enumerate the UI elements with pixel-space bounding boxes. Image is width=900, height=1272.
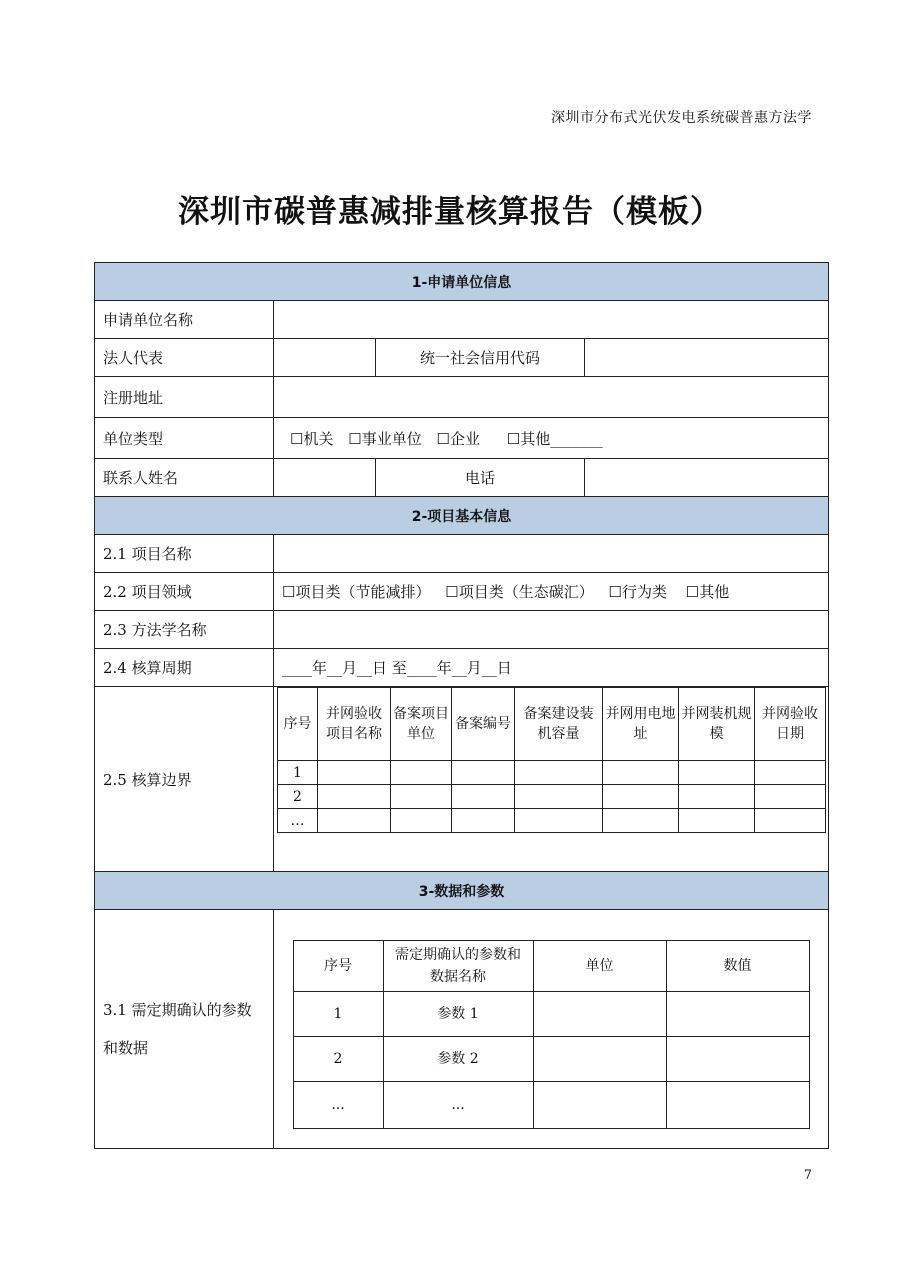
- boundary-header-cell: 序号: [278, 688, 318, 761]
- address-field[interactable]: [274, 377, 829, 418]
- project-field-options: [274, 573, 829, 611]
- boundary-header-cell: 并网用电地址: [603, 688, 679, 761]
- table-cell[interactable]: [515, 809, 603, 833]
- phone-label: 电话: [376, 459, 585, 497]
- table-cell[interactable]: [452, 761, 515, 785]
- param-value[interactable]: [666, 1082, 809, 1129]
- section-3-title: 3-数据和参数: [95, 872, 829, 910]
- boundary-table: [277, 687, 826, 833]
- contact-name-field[interactable]: [274, 459, 376, 497]
- legal-rep-label: 法人代表: [95, 339, 274, 377]
- unit-type-label: 单位类型: [95, 418, 274, 459]
- unit-type-option-other[interactable]: ☐ 其他_______: [507, 428, 603, 449]
- param-unit[interactable]: [533, 992, 666, 1037]
- applicant-name-field[interactable]: [274, 301, 829, 339]
- table-cell[interactable]: [318, 809, 391, 833]
- unit-type-option-agency[interactable]: ☐ 机关: [290, 428, 333, 449]
- params-table-header: [293, 941, 809, 992]
- param-unit[interactable]: [533, 1082, 666, 1129]
- table-cell[interactable]: [452, 785, 515, 809]
- row-number: 2: [278, 785, 318, 809]
- boundary-header-cell: 备案项目单位: [391, 688, 452, 761]
- table-cell[interactable]: [603, 761, 679, 785]
- param-name: ...: [383, 1082, 533, 1129]
- table-cell[interactable]: [452, 809, 515, 833]
- params-header-cell: 需定期确认的参数和数据名称: [383, 941, 533, 992]
- params-cell: [274, 910, 829, 1149]
- table-row: [293, 1082, 809, 1129]
- page-number: 7: [803, 1168, 812, 1183]
- report-form-table: [94, 262, 829, 1149]
- table-cell[interactable]: [755, 785, 826, 809]
- boundary-header-cell: 备案编号: [452, 688, 515, 761]
- table-cell[interactable]: [515, 785, 603, 809]
- period-field[interactable]: ____年__月__日 至____年__月__日: [274, 649, 829, 687]
- param-value[interactable]: [666, 992, 809, 1037]
- table-cell[interactable]: [679, 809, 755, 833]
- param-name: 参数 2: [383, 1037, 533, 1082]
- table-cell[interactable]: [391, 761, 452, 785]
- table-cell[interactable]: [391, 809, 452, 833]
- contact-name-label: 联系人姓名: [95, 459, 274, 497]
- param-unit[interactable]: [533, 1037, 666, 1082]
- unit-type-option-enterprise[interactable]: ☐ 企业: [437, 428, 480, 449]
- table-cell[interactable]: [755, 761, 826, 785]
- boundary-label: 2.5 核算边界: [95, 687, 274, 872]
- section-1-title: 1-申请单位信息: [95, 263, 829, 301]
- params-header-cell: 数值: [666, 941, 809, 992]
- field-option-energy-saving[interactable]: ☐ 项目类（节能减排）: [282, 581, 430, 602]
- param-value[interactable]: [666, 1037, 809, 1082]
- table-row: [293, 992, 809, 1037]
- section-1-header: [95, 263, 829, 301]
- project-name-label: 2.1 项目名称: [95, 535, 274, 573]
- row-number: 2: [293, 1037, 383, 1082]
- section-2-header: [95, 497, 829, 535]
- legal-rep-field[interactable]: [274, 339, 376, 377]
- field-option-other[interactable]: ☐ 其他: [686, 581, 729, 602]
- row-number: 1: [278, 761, 318, 785]
- table-cell[interactable]: [679, 761, 755, 785]
- page-title: 深圳市碳普惠减排量核算报告（模板）: [178, 194, 722, 230]
- field-option-behavior[interactable]: ☐ 行为类: [609, 581, 667, 602]
- methodology-label: 2.3 方法学名称: [95, 611, 274, 649]
- phone-field[interactable]: [585, 459, 829, 497]
- section-3-header: [95, 872, 829, 910]
- table-row: [278, 809, 826, 833]
- boundary-header-cell: 并网验收日期: [755, 688, 826, 761]
- table-row: [278, 785, 826, 809]
- applicant-name-label: 申请单位名称: [95, 301, 274, 339]
- unit-type-options: [274, 418, 829, 459]
- table-cell[interactable]: [391, 785, 452, 809]
- params-header-cell: 单位: [533, 941, 666, 992]
- boundary-header-cell: 并网装机规模: [679, 688, 755, 761]
- param-name: 参数 1: [383, 992, 533, 1037]
- boundary-header-cell: 备案建设装机容量: [515, 688, 603, 761]
- table-cell[interactable]: [515, 761, 603, 785]
- row-number: ...: [293, 1082, 383, 1129]
- project-field-label: 2.2 项目领域: [95, 573, 274, 611]
- table-cell[interactable]: [318, 785, 391, 809]
- running-header: 深圳市分布式光伏发电系统碳普惠方法学: [551, 110, 812, 126]
- row-number: …: [278, 809, 318, 833]
- address-label: 注册地址: [95, 377, 274, 418]
- params-label: 3.1 需定期确认的参数和数据: [95, 910, 274, 1149]
- methodology-field[interactable]: [274, 611, 829, 649]
- field-option-carbon-sink[interactable]: ☐ 项目类（生态碳汇）: [445, 581, 593, 602]
- project-name-field[interactable]: [274, 535, 829, 573]
- boundary-header-cell: 并网验收项目名称: [318, 688, 391, 761]
- table-cell[interactable]: [603, 809, 679, 833]
- table-cell[interactable]: [679, 785, 755, 809]
- table-cell[interactable]: [755, 809, 826, 833]
- unit-type-option-institution[interactable]: ☐ 事业单位: [348, 428, 421, 449]
- table-row: [278, 761, 826, 785]
- credit-code-label: 统一社会信用代码: [376, 339, 585, 377]
- table-cell[interactable]: [603, 785, 679, 809]
- table-cell[interactable]: [318, 761, 391, 785]
- boundary-table-header: [278, 688, 826, 761]
- section-2-title: 2-项目基本信息: [95, 497, 829, 535]
- credit-code-field[interactable]: [585, 339, 829, 377]
- period-label: 2.4 核算周期: [95, 649, 274, 687]
- params-header-cell: 序号: [293, 941, 383, 992]
- table-row: [293, 1037, 809, 1082]
- row-number: 1: [293, 992, 383, 1037]
- params-table: [293, 940, 810, 1129]
- boundary-cell: [274, 687, 829, 872]
